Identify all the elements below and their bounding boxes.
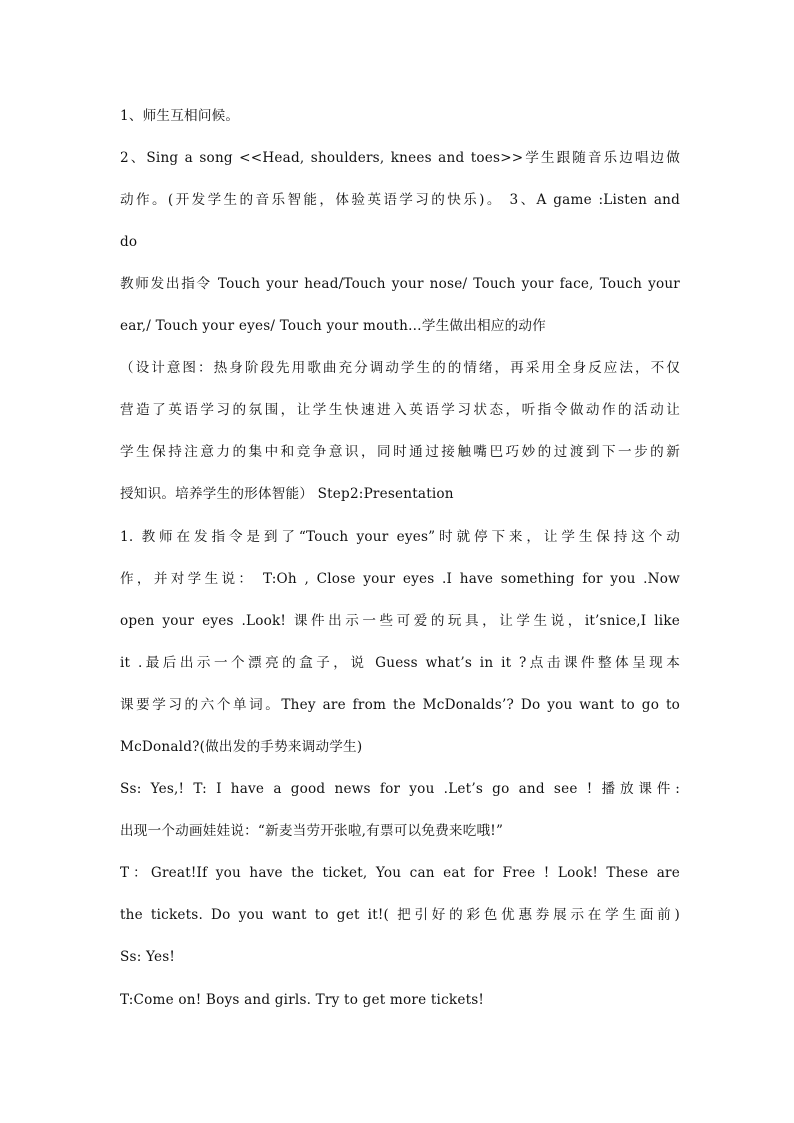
text-line-19: T：Great!If you have the ticket, You can eat for Free ! Look! These are: [120, 865, 680, 881]
text-line-14: it .最后出示一个漂亮的盒子，说 Guess what’s in it ?点击课件整体呈现本: [120, 655, 680, 671]
text-line-21: Ss: Yes!: [120, 949, 176, 965]
text-line-4: do: [120, 234, 138, 250]
text-line-9: 学生保持注意力的集中和竞争意识，同时通过接触嘴巴巧妙的过渡到下一步的新: [120, 444, 680, 460]
text-line-20: the tickets. Do you want to get it!( 把引好的彩色优惠券展示在学生面前): [120, 907, 680, 923]
text-line-7: （设计意图：热身阶段先用歌曲充分调动学生的的情绪，再采用全身反应法，不仅: [120, 360, 680, 376]
text-line-11: 1. 教师在发指令是到了“Touch your eyes”时就停下来，让学生保持这个动: [120, 529, 680, 545]
text-line-5: 教师发出指令 Touch your head/Touch your nose/ Touch your face, Touch your: [120, 276, 680, 292]
text-line-12: 作，并对学生说： T:Oh , Close your eyes .I have something for you .Now: [120, 571, 680, 587]
text-line-10: 授知识。培养学生的形体智能） Step2:Presentation: [120, 486, 454, 502]
text-line-8: 营造了英语学习的氛围，让学生快速进入英语学习状态，听指令做动作的活动让: [120, 402, 680, 418]
text-line-6: ear,/ Touch your eyes/ Touch your mouth…学生做出相应的动作: [120, 318, 546, 334]
text-line-13: open your eyes .Look! 课件出示一些可爱的玩具，让学生说，it’snice,I like: [120, 613, 680, 629]
text-line-1: 1、师生互相问候。: [120, 108, 240, 124]
text-line-18: 出现一个动画娃娃说：“新麦当劳开张啦,有票可以免费来吃哦!”: [120, 823, 504, 839]
text-line-2: 2、Sing a song <<Head, shoulders, knees and toes>>学生跟随音乐边唱边做: [120, 150, 680, 166]
text-line-17: Ss: Yes,! T: I have a good news for you .Let’s go and see ! 播放课件:: [120, 781, 680, 797]
text-line-15: 课要学习的六个单词。They are from the McDonalds’? Do you want to go to: [120, 697, 680, 713]
text-line-16: McDonald?(做出发的手势来调动学生): [120, 739, 363, 755]
text-line-22: T:Come on! Boys and girls. Try to get more tickets!: [120, 992, 485, 1008]
text-line-3: 动作。(开发学生的音乐智能，体验英语学习的快乐)。 3、A game :Listen and: [120, 192, 680, 208]
